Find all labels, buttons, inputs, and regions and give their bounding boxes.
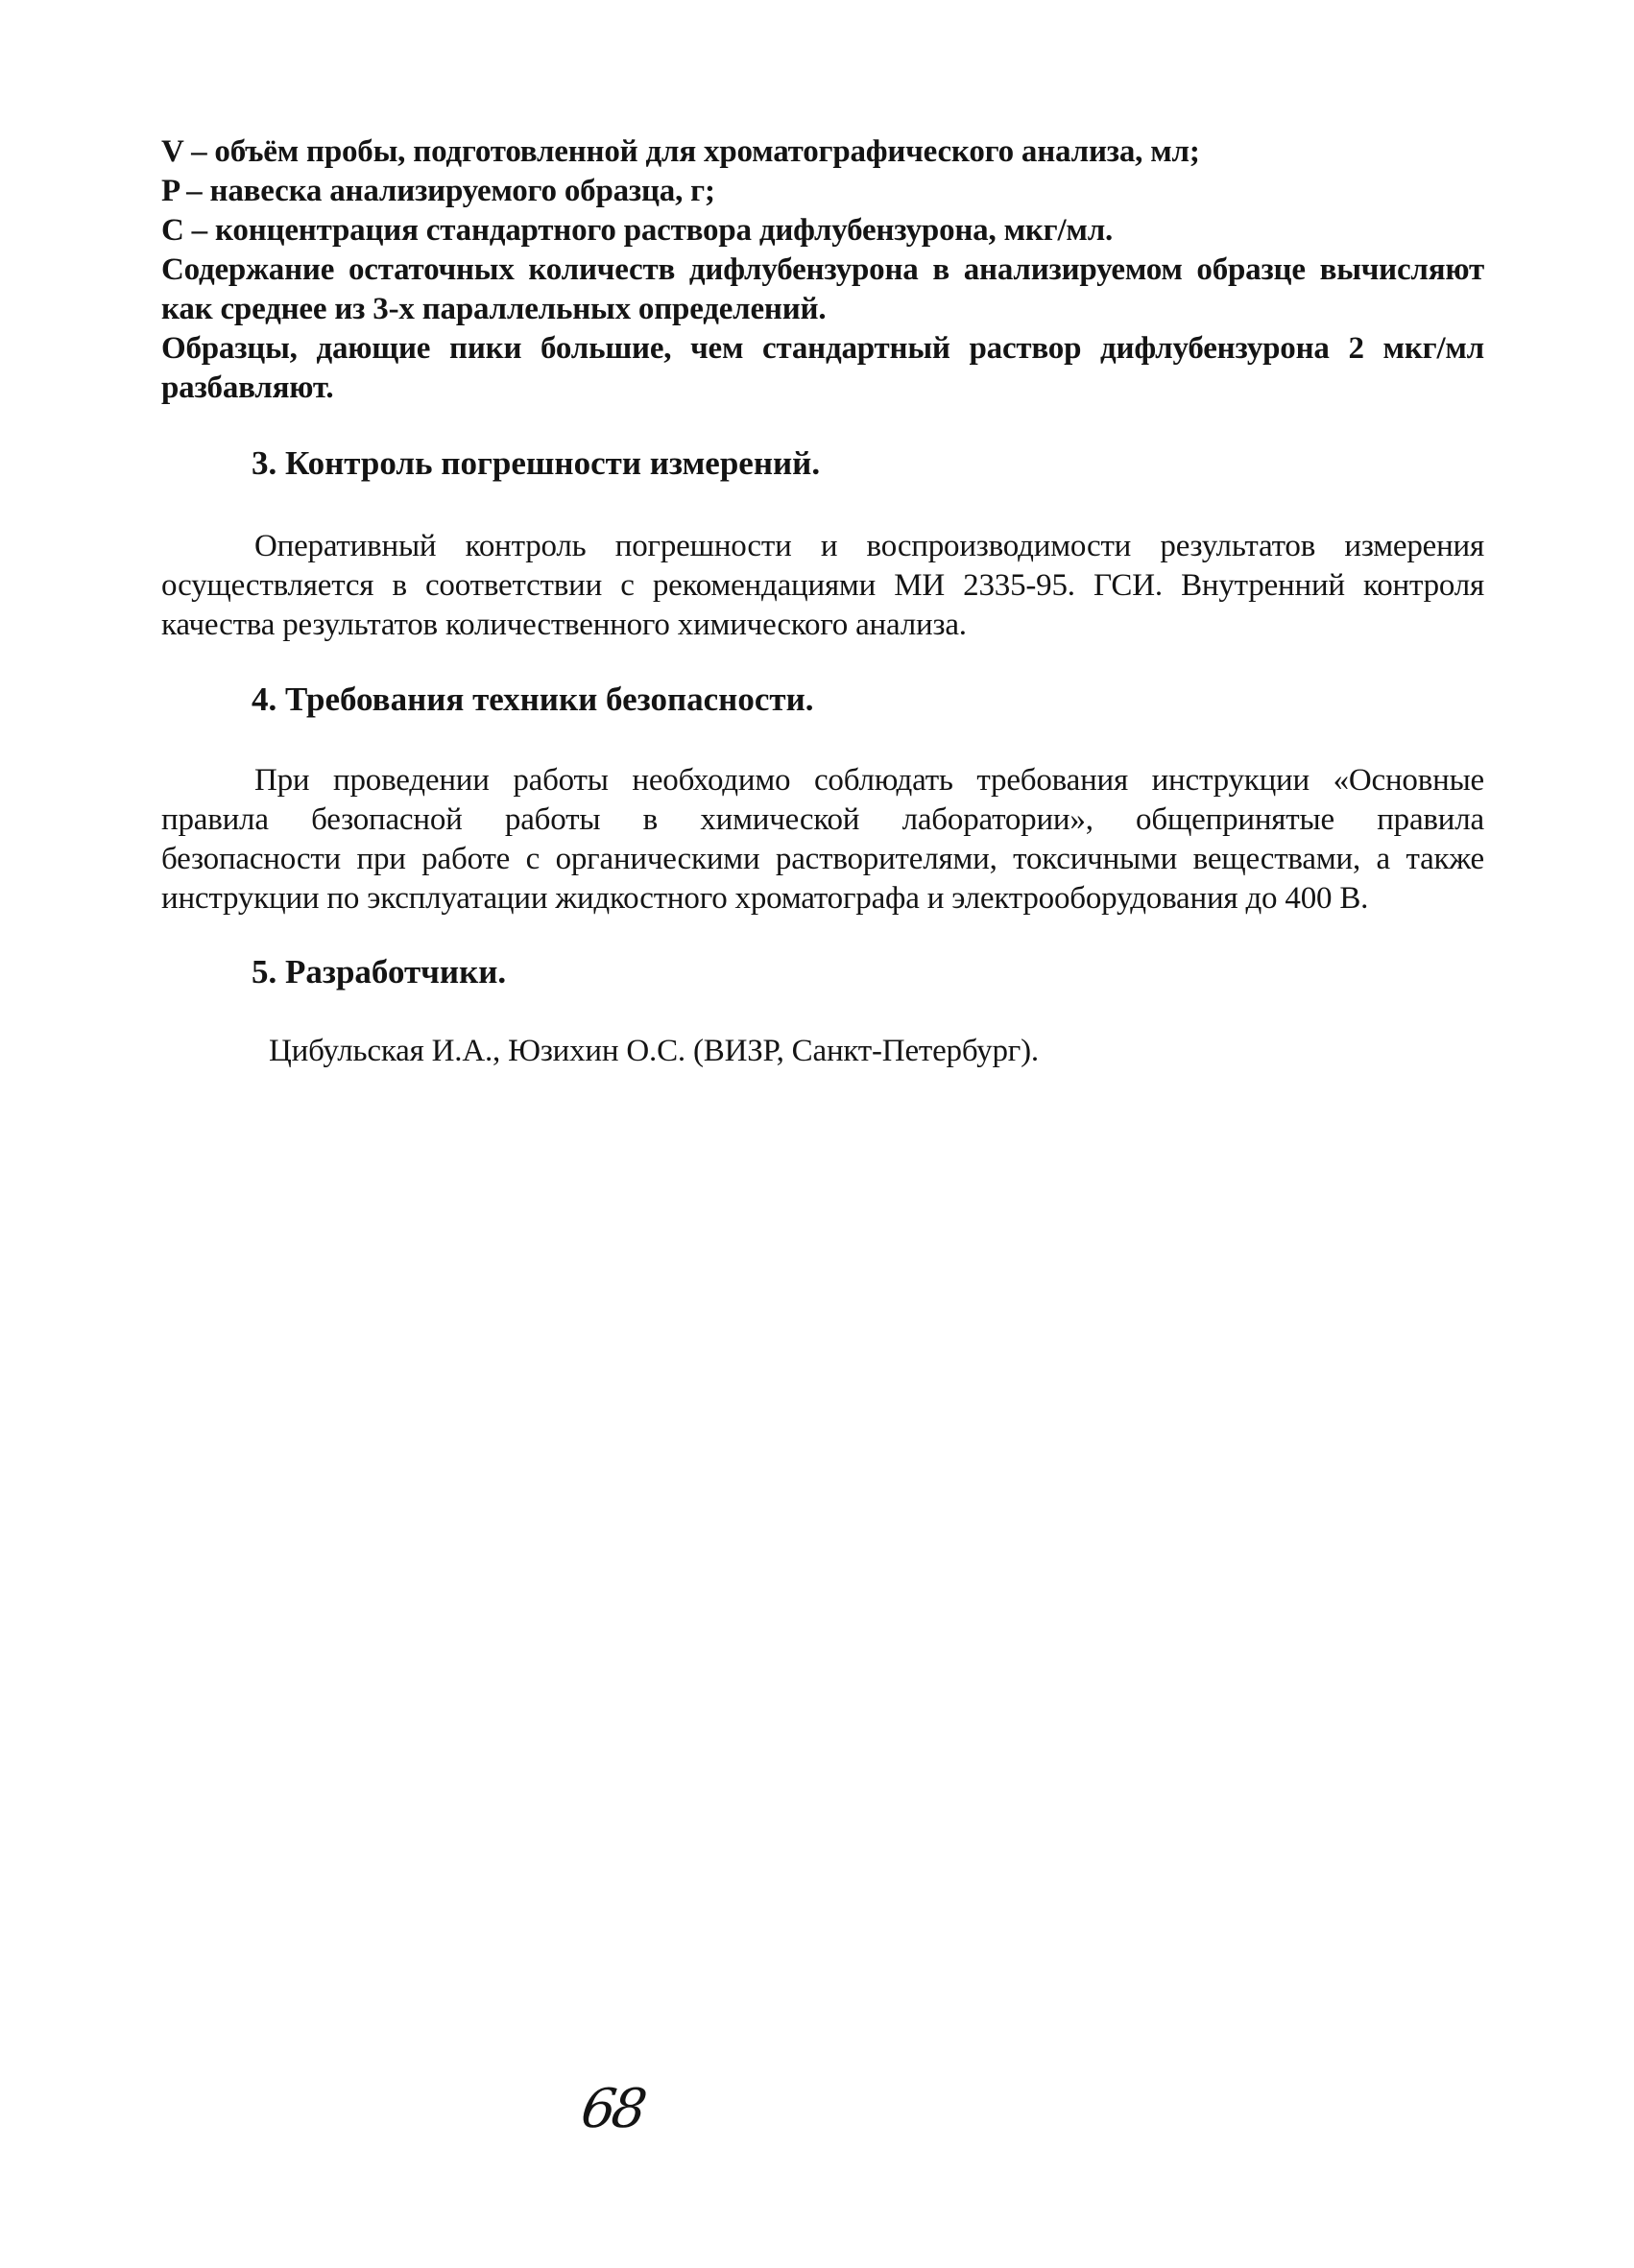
section-4-line-2: правила безопасной работы в химической лаборатории», общепринятые правила xyxy=(161,802,1484,837)
definition-v: V – объём пробы, подготовленной для хроматографического анализа, мл; xyxy=(161,134,1200,169)
section-3-line-1: Оперативный контроль погрешности и воспроизводимости результатов измерения xyxy=(254,529,1484,563)
section-4-line-4: инструкции по эксплуатации жидкостного хроматографа и электрооборудования до 400 В. xyxy=(161,881,1369,916)
section-5-heading: 5. Разработчики. xyxy=(252,953,507,991)
dilution-paragraph-line-1: Образцы, дающие пики большие, чем стандартный раствор дифлубензурона 2 мкг/мл xyxy=(161,331,1484,366)
page-number: 68 xyxy=(577,2078,647,2140)
calc-paragraph-line-1: Содержание остаточных количеств дифлубензурона в анализируемом образце вычисляют xyxy=(161,252,1484,287)
definition-c: С – концентрация стандартного раствора дифлубензурона, мкг/мл. xyxy=(161,213,1114,248)
section-4-line-3: безопасности при работе с органическими растворителями, токсичными веществами, а также xyxy=(161,842,1484,876)
calc-paragraph-line-2: как среднее из 3-х параллельных определений. xyxy=(161,292,827,326)
section-3-line-2: осуществляется в соответствии с рекомендациями МИ 2335-95. ГСИ. Внутренний контроля xyxy=(161,568,1484,603)
section-3-line-3: качества результатов количественного химического анализа. xyxy=(161,608,967,642)
section-5-authors: Цибульская И.А., Юзихин О.С. (ВИЗР, Санкт-Петербург). xyxy=(269,1034,1039,1068)
section-3-heading: 3. Контроль погрешности измерений. xyxy=(252,444,821,482)
definition-p: P – навеска анализируемого образца, г; xyxy=(161,174,715,208)
section-4-line-1: При проведении работы необходимо соблюдать требования инструкции «Основные xyxy=(254,763,1484,798)
dilution-paragraph-line-2: разбавляют. xyxy=(161,370,334,405)
section-4-heading: 4. Требования техники безопасности. xyxy=(252,680,814,718)
